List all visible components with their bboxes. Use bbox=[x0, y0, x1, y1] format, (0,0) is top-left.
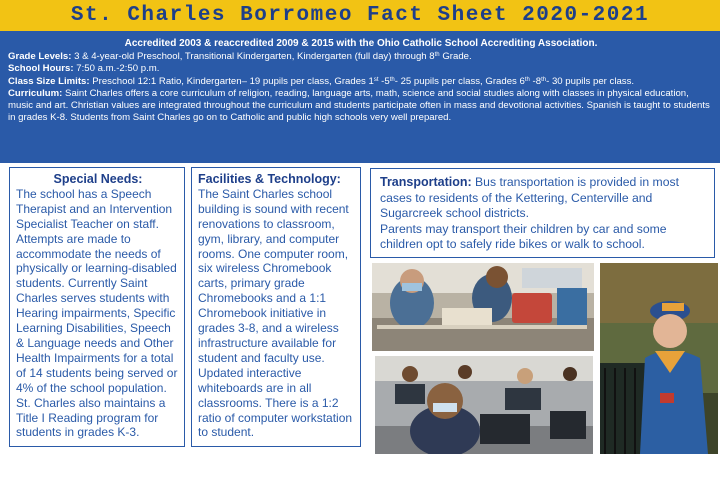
class-size-sup-2: th bbox=[389, 76, 395, 83]
special-needs-body: The school has a Speech Therapist and an Intervention Specialist Teacher on staff. Attempts are made to accommodate the needs of physically or learning-disabled students. Currently Saint Charles serves students with Hearing impairments, Specific Learning Disabilities, Speech & Language needs and Other Health Impairments for a total of 14 students being served or 4% of the school population. St. Charles also maintains a Title I Reading program for students in grades K-3. bbox=[16, 186, 178, 440]
grade-levels-sup: th bbox=[434, 52, 440, 59]
facilities-heading: Facilities & Technology: bbox=[198, 172, 341, 186]
classroom-photo-top bbox=[372, 263, 594, 351]
class-size-text-3: - 25 pupils per class, Grades 6 bbox=[394, 75, 525, 87]
special-needs-box bbox=[9, 167, 185, 447]
school-hours-line bbox=[8, 63, 714, 75]
class-size-label: Class Size Limits: bbox=[8, 75, 90, 87]
school-info-panel bbox=[0, 31, 720, 163]
scout-photo bbox=[600, 263, 718, 454]
grade-levels-end: Grade. bbox=[439, 51, 472, 63]
curriculum-line bbox=[8, 88, 714, 125]
transportation-body-1: Bus transportation is provided in most cases to residents of the Kettering, Centerville and Sugarcreek school districts. bbox=[380, 175, 679, 221]
facilities-body: The Saint Charles school building is sound with recent renovations to classroom, gym, library, and computer rooms. One computer room, six wireless Chromebook carts, primary grade Chromebooks and a 1:1 Chromebook initiative in grades 3-8, and a wireless infrastructure available for student and faculty use. Updated interactive whiteboards are in all classrooms. There is a 1:2 ratio of computer workstation to student. bbox=[198, 186, 353, 440]
facilities-box bbox=[191, 167, 361, 447]
grade-levels-text: 3 & 4-year-old Preschool, Transitional Kindergarten, Kindergarten (full day) through 8 bbox=[71, 51, 435, 63]
class-size-text-2: -5 bbox=[378, 75, 390, 87]
accreditation-line: Accredited 2003 & reaccredited 2009 & 2015 with the Ohio Catholic School Accrediting Association. bbox=[124, 38, 598, 49]
transportation-para-1 bbox=[380, 175, 708, 222]
class-size-text-1: Preschool 12:1 Ratio, Kindergarten– 19 pupils per class, Grades 1 bbox=[89, 75, 374, 87]
grade-levels-line bbox=[8, 51, 714, 63]
class-size-line bbox=[8, 76, 714, 88]
transportation-heading: Transportation: bbox=[380, 175, 472, 189]
special-needs-heading: Special Needs: bbox=[53, 172, 143, 186]
class-size-sup-1: st bbox=[373, 76, 379, 83]
page-title: St. Charles Borromeo Fact Sheet 2020-2021 bbox=[70, 4, 650, 27]
school-hours-text: 7:50 a.m.-2:50 p.m. bbox=[73, 63, 160, 75]
class-size-text-4: -8 bbox=[529, 75, 542, 87]
transportation-body-2: Parents may transport their children by car and some children opt to safely ride bikes or walk to school. bbox=[380, 221, 667, 252]
school-hours-label: School Hours: bbox=[8, 63, 74, 75]
class-size-text-5: - 30 pupils per class. bbox=[546, 75, 635, 87]
curriculum-label: Curriculum: bbox=[8, 87, 63, 99]
grade-levels-label: Grade Levels: bbox=[8, 51, 72, 63]
class-size-sup-3: th bbox=[524, 76, 530, 83]
curriculum-text: Saint Charles offers a core curriculum of religion, reading, language arts, math, science and social studies along with classes in physical education, music and art. Christian values are integrated throughout the curriculum and students participate often in mass and devotional activities. Spanish is taught to students in grades K-8. Students from Saint Charles go on to Catholic and public high schools very well prepared. bbox=[8, 87, 710, 124]
transportation-box bbox=[370, 168, 715, 258]
classroom-photo-bottom bbox=[375, 356, 593, 454]
class-size-sup-4: th bbox=[541, 76, 547, 83]
